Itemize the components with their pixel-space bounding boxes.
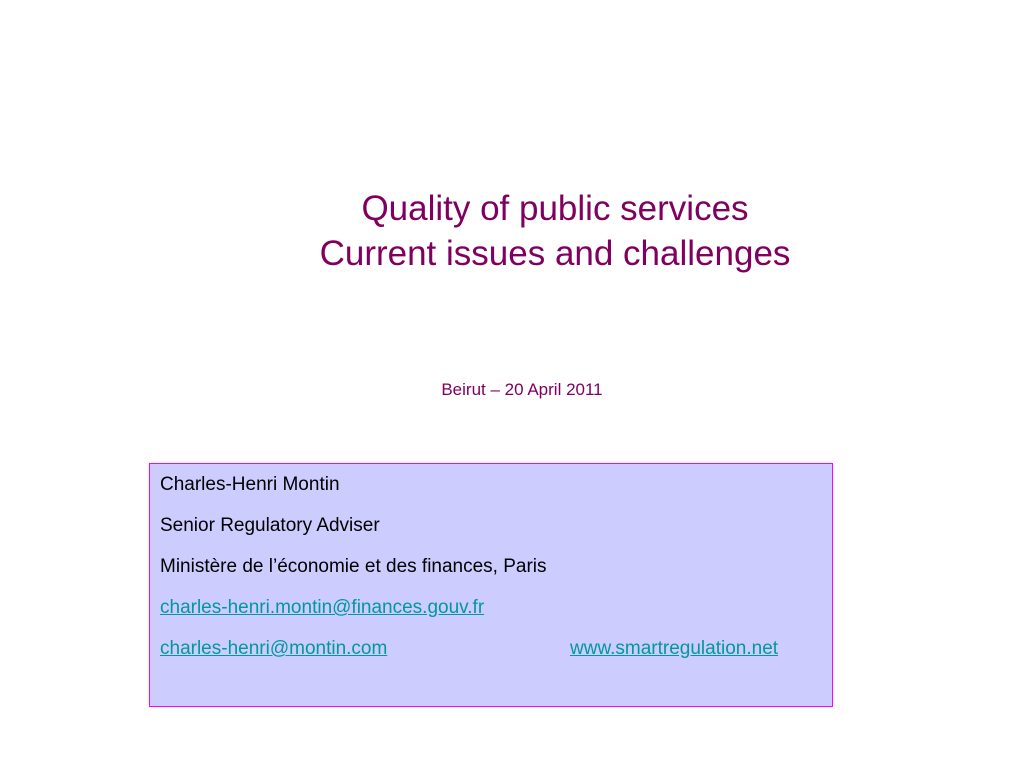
- contact-email-work-row: [160, 596, 484, 620]
- contact-box: [149, 463, 833, 707]
- email-work-link[interactable]: charles-henri.montin@finances.gouv.fr: [160, 597, 485, 618]
- email-personal-link[interactable]: charles-henri@montin.com: [160, 638, 388, 659]
- website-link[interactable]: www.smartregulation.net: [570, 638, 779, 659]
- contact-email-personal-row: [160, 637, 387, 661]
- contact-role: Senior Regulatory Adviser: [160, 515, 380, 536]
- title-line-1: Quality of public services: [361, 189, 749, 228]
- website-row: [570, 637, 778, 661]
- contact-organization: Ministère de l’économie et des finances, Paris: [160, 556, 547, 577]
- slide-title: [230, 186, 880, 276]
- contact-name: Charles-Henri Montin: [160, 474, 340, 495]
- event-date-location: Beirut – 20 April 2011: [441, 380, 603, 399]
- title-line-2: Current issues and challenges: [319, 234, 791, 273]
